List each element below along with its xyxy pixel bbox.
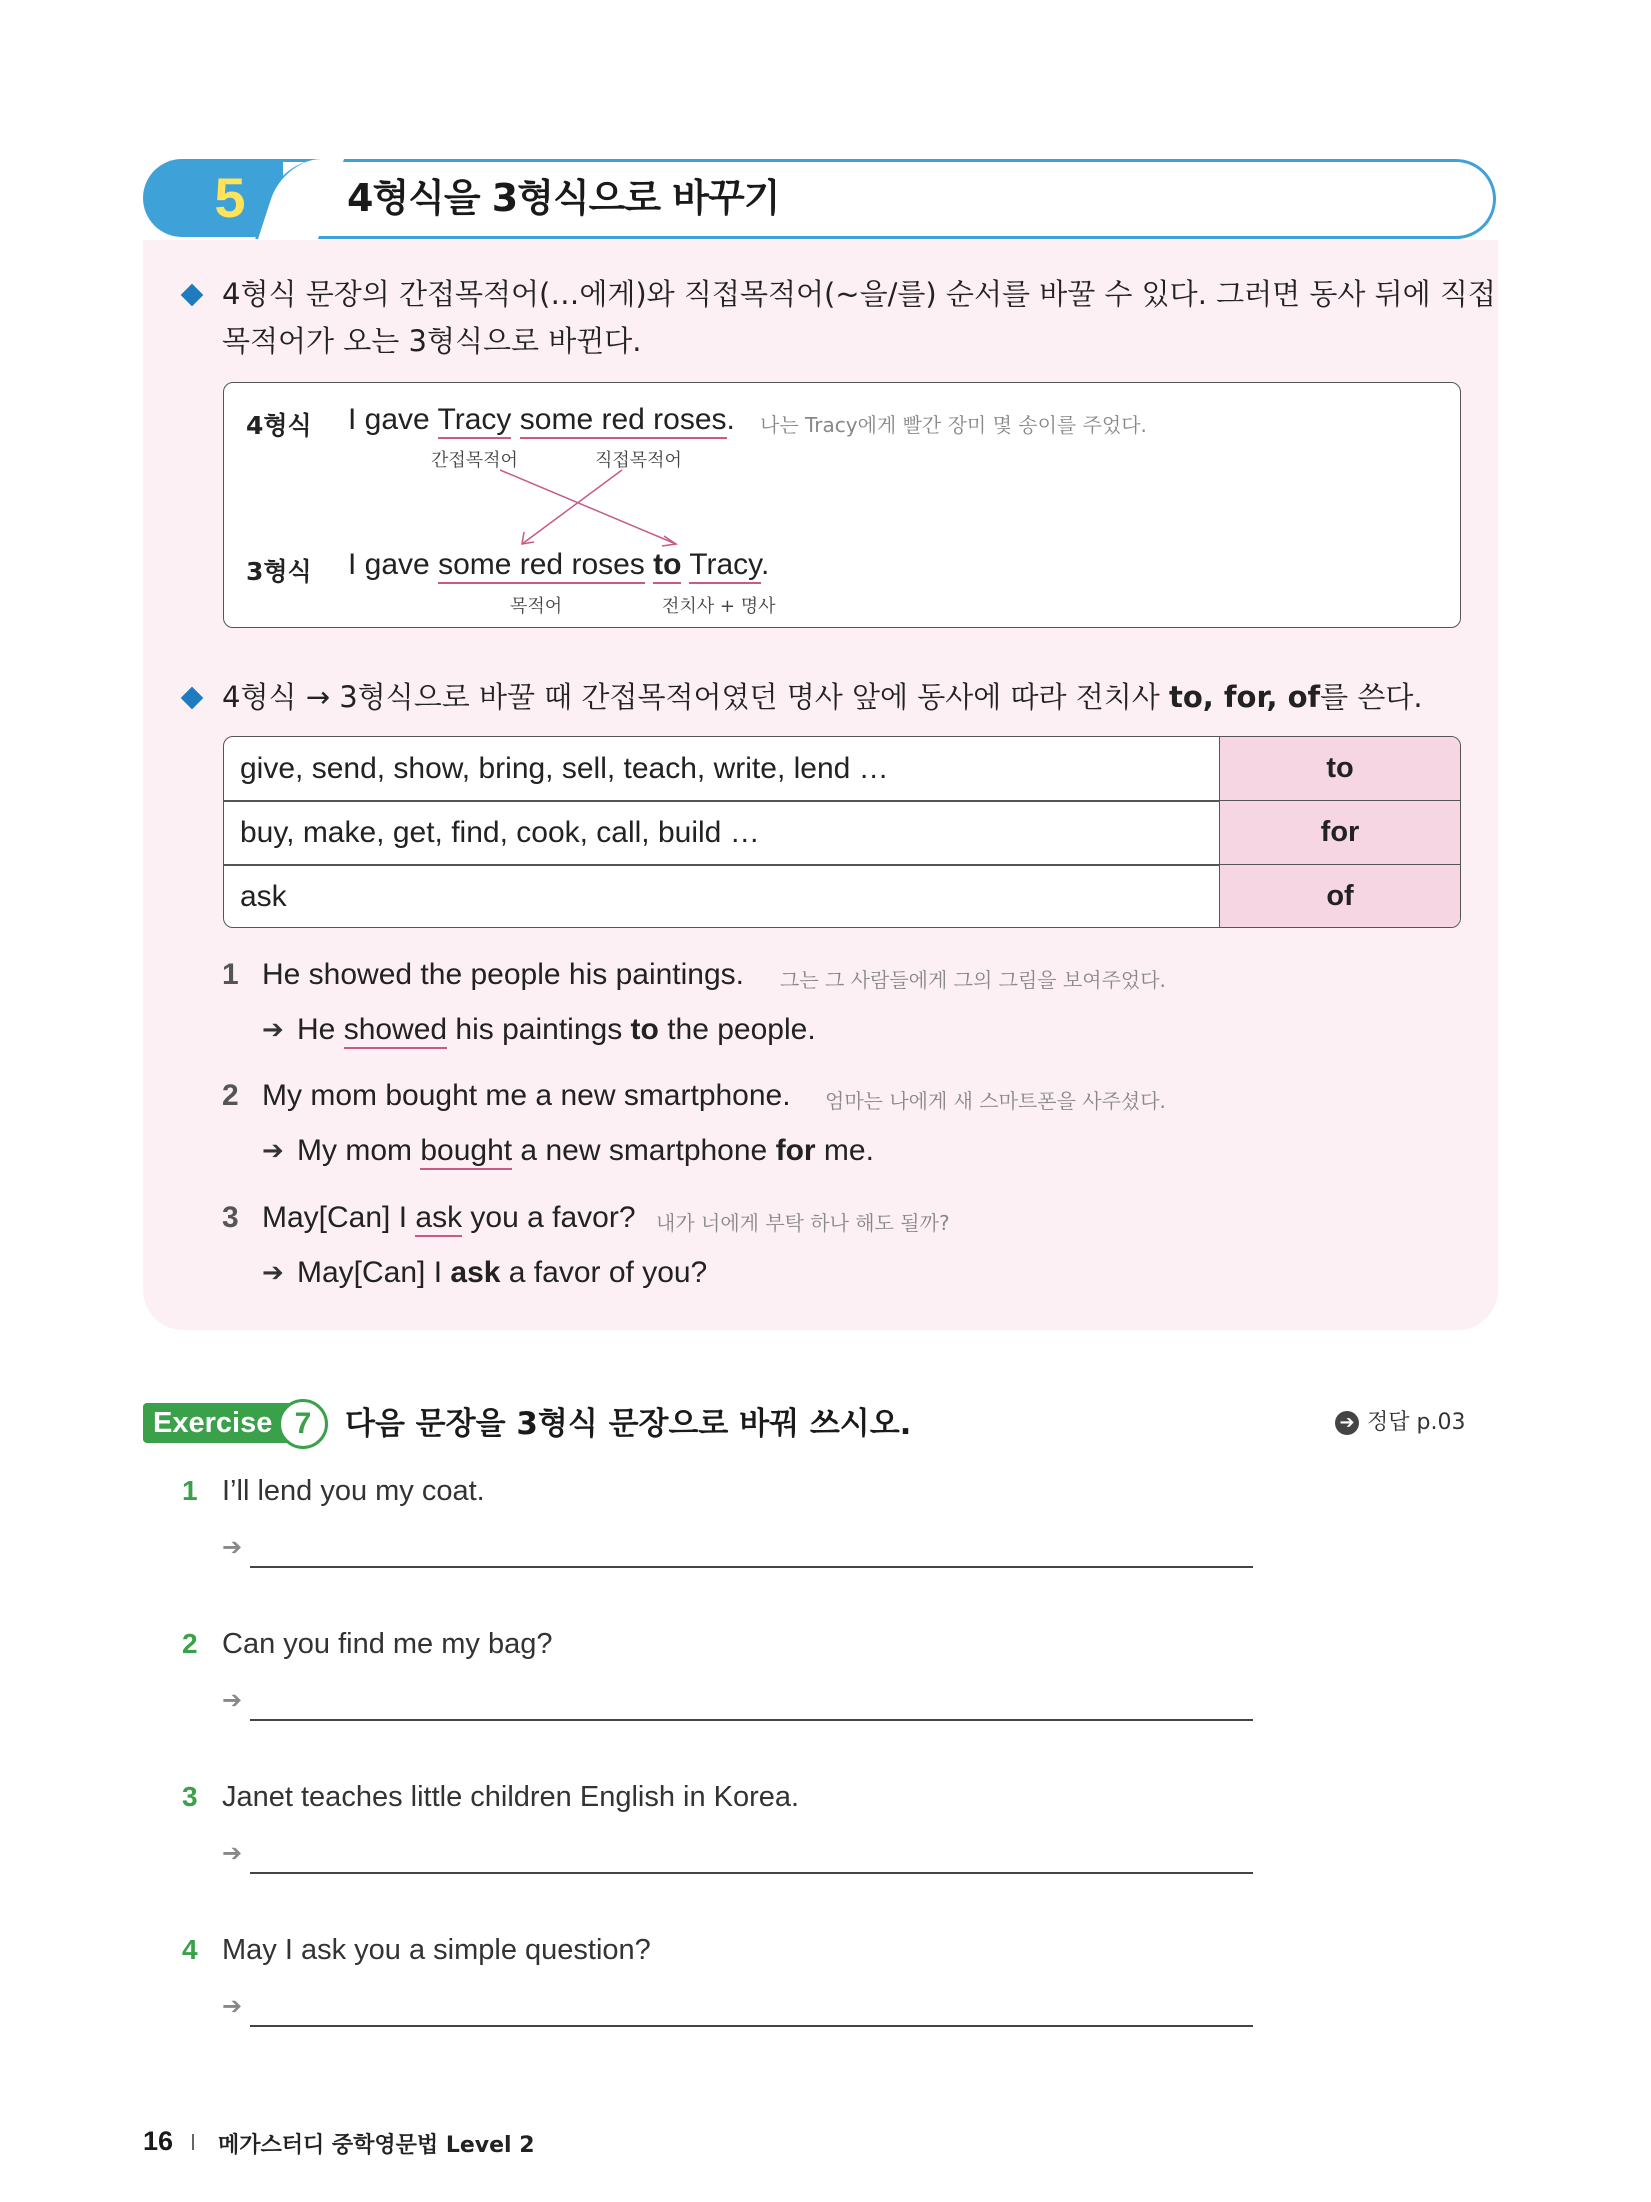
preposition-table bbox=[223, 736, 1461, 928]
form-4-pre: I gave bbox=[348, 403, 438, 436]
rule-2-post: 를 쓴다. bbox=[1320, 680, 1423, 714]
answer-line[interactable] bbox=[250, 2025, 1253, 2027]
table-row bbox=[224, 801, 1460, 864]
form-3-label: 3형식 bbox=[246, 557, 312, 586]
verb-list: ask bbox=[240, 880, 287, 913]
answer-line[interactable] bbox=[250, 1872, 1253, 1874]
form-3-sentence bbox=[348, 548, 769, 582]
page-number: 16 bbox=[143, 2126, 174, 2156]
form-4-direct-object: some red roses bbox=[520, 403, 727, 439]
example-translation: 내가 너에게 부탁 하나 해도 될까? bbox=[656, 1211, 950, 1235]
verb-list: give, send, show, bring, sell, teach, write, lend … bbox=[240, 752, 889, 785]
conversion-mid: his paintings bbox=[447, 1013, 631, 1046]
right-arrow-icon: ➔ bbox=[262, 1258, 284, 1288]
question-number: 1 bbox=[182, 1475, 198, 1506]
conversion-pre: He bbox=[297, 1013, 344, 1046]
rule-1-line-2: 목적어가 오는 3형식으로 바뀐다. bbox=[222, 324, 642, 358]
table-row bbox=[224, 865, 1460, 928]
circle-arrow-icon: ➔ bbox=[1335, 1411, 1359, 1435]
form-4-translation: 나는 Tracy에게 빨간 장미 몇 송이를 주었다. bbox=[760, 413, 1147, 437]
right-arrow-icon: ➔ bbox=[222, 1839, 243, 1867]
exercise-title: 다음 문장을 3형식 문장으로 바꿔 쓰시오. bbox=[345, 1406, 912, 1442]
conversion-verb: ask bbox=[450, 1256, 501, 1289]
conversion-pre: My mom bbox=[297, 1134, 421, 1167]
form-4-end: . bbox=[726, 403, 735, 436]
tag-prep-noun: 전치사 + 명사 bbox=[662, 596, 776, 617]
answer-line[interactable] bbox=[250, 1566, 1253, 1568]
preposition-cell: of bbox=[1219, 865, 1460, 928]
conversion-post: a favor of you? bbox=[500, 1256, 708, 1289]
example-number: 1 bbox=[222, 958, 239, 991]
rule-2-bold: to, for, of bbox=[1169, 680, 1321, 714]
tag-indirect-object: 간접목적어 bbox=[431, 450, 518, 471]
tag-object: 목적어 bbox=[510, 596, 563, 617]
swap-arrows-icon bbox=[500, 466, 700, 548]
form-4-indirect-object: Tracy bbox=[438, 403, 512, 439]
question-text: I’ll lend you my coat. bbox=[222, 1475, 485, 1507]
answer-line[interactable] bbox=[250, 1719, 1253, 1721]
form-3-to: to bbox=[653, 548, 681, 584]
example-sentence bbox=[262, 1201, 636, 1235]
conversion-verb: bought bbox=[420, 1134, 512, 1170]
preposition-cell: to bbox=[1219, 737, 1460, 800]
sentence-verb: ask bbox=[415, 1201, 462, 1237]
question-text: Janet teaches little children English in Korea. bbox=[222, 1781, 800, 1813]
form-4-label: 4형식 bbox=[246, 411, 312, 440]
verb-list: buy, make, get, find, cook, call, build … bbox=[240, 816, 760, 849]
conversion-post: the people. bbox=[658, 1013, 816, 1046]
form-3-end: . bbox=[760, 548, 770, 581]
form-3-pre: I gave bbox=[348, 548, 439, 581]
exercise-badge: Exercise bbox=[143, 1403, 295, 1443]
right-arrow-icon: ➔ bbox=[262, 1015, 284, 1045]
question-number: 4 bbox=[182, 1934, 198, 1965]
section-number: 5 bbox=[214, 166, 246, 229]
answer-page: 정답 p.03 bbox=[1367, 1410, 1466, 1435]
conversion-prep: for bbox=[775, 1134, 816, 1167]
right-arrow-icon: ➔ bbox=[262, 1136, 284, 1166]
example-conversion bbox=[297, 1134, 874, 1168]
conversion-mid: a new smartphone bbox=[512, 1134, 776, 1167]
form-3-object: some red roses bbox=[438, 548, 645, 584]
section-title: 4형식을 3형식으로 바꾸기 bbox=[347, 176, 780, 220]
rule-2-text bbox=[222, 674, 1423, 721]
answer-reference bbox=[1335, 1405, 1465, 1441]
conversion-post: me. bbox=[815, 1134, 874, 1167]
sentence-pre: May[Can] I bbox=[262, 1201, 416, 1234]
example-conversion bbox=[297, 1256, 707, 1290]
question-text: May I ask you a simple question? bbox=[222, 1934, 651, 1966]
exercise-number: 7 bbox=[278, 1399, 328, 1449]
rule-1-line-1: 4형식 문장의 간접목적어(…에게)와 직접목적어(~을/를) 순서를 바꿀 수 있다. 그러면 동사 뒤에 직접 bbox=[222, 277, 1496, 311]
example-number: 2 bbox=[222, 1079, 239, 1112]
conversion-pre: May[Can] I bbox=[297, 1256, 451, 1289]
book-title: 메가스터디 중학영문법 Level 2 bbox=[218, 2133, 535, 2158]
question-number: 3 bbox=[182, 1781, 198, 1812]
example-translation: 엄마는 나에게 새 스마트폰을 사주셨다. bbox=[825, 1089, 1166, 1113]
preposition-cell: for bbox=[1219, 801, 1460, 864]
right-arrow-icon: ➔ bbox=[222, 1533, 243, 1561]
conversion-prep: to bbox=[630, 1013, 659, 1046]
question-number: 2 bbox=[182, 1628, 198, 1659]
form-3-tracy: Tracy bbox=[689, 548, 761, 584]
right-arrow-icon: ➔ bbox=[222, 1686, 243, 1714]
table-row bbox=[224, 737, 1460, 800]
sentence-post: you a favor? bbox=[462, 1201, 636, 1234]
tag-direct-object: 직접목적어 bbox=[595, 450, 682, 471]
right-arrow-icon: ➔ bbox=[222, 1992, 243, 2020]
form-4-sentence bbox=[348, 403, 735, 437]
example-sentence: He showed the people his paintings. bbox=[262, 958, 744, 991]
conversion-verb: showed bbox=[344, 1013, 447, 1049]
example-translation: 그는 그 사람들에게 그의 그림을 보여주었다. bbox=[780, 968, 1166, 992]
question-text: Can you find me my bag? bbox=[222, 1628, 553, 1660]
rule-2-pre: 4형식 → 3형식으로 바꿀 때 간접목적어였던 명사 앞에 동사에 따라 전치사 bbox=[222, 680, 1169, 714]
example-conversion bbox=[297, 1013, 816, 1047]
example-number: 3 bbox=[222, 1201, 239, 1234]
footer-divider bbox=[192, 2134, 194, 2150]
example-sentence: My mom bought me a new smartphone. bbox=[262, 1079, 791, 1112]
